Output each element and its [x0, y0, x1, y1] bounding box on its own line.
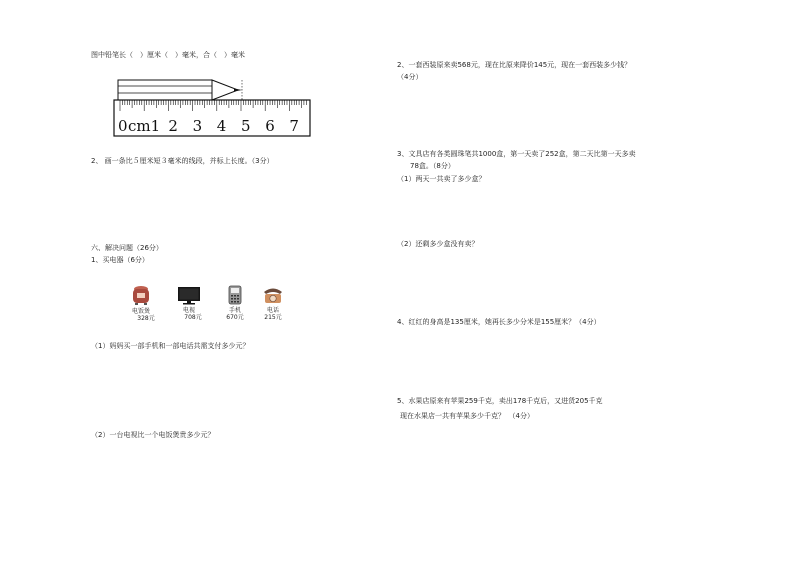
appliance-phone [222, 285, 248, 321]
draw-line-question: 2、 画一条比５厘米短３毫米的线段，并标上长度。（3分） [91, 157, 274, 165]
appliance-price: 670元 [226, 314, 244, 322]
appliance-sub-question-1: （1）妈妈买一部手机和一部电话共需支付多少元？ [91, 342, 250, 350]
apple-question-line-2: 现在水果店一共有苹果多少千克？ （4分） [400, 412, 534, 420]
pen-sub-question-1: （1）两天一共卖了多少盒？ [397, 175, 486, 183]
section-title: 六、解决问题（26分） [91, 244, 163, 252]
phone-icon [228, 285, 242, 305]
appliance-price: 215元 [264, 314, 282, 322]
appliance-name: 电话 [266, 307, 279, 314]
appliance-rice-cooker [126, 284, 156, 322]
pen-question-line-2: 78盒。（8分） [410, 162, 455, 170]
ruler-number-label: 4 [216, 117, 227, 135]
telephone-icon [261, 285, 285, 305]
pencil-icon [118, 80, 242, 100]
tv-icon [177, 285, 201, 305]
appliance-name: 电饭煲 [131, 308, 150, 315]
appliance-name: 电视 [182, 307, 195, 314]
ruler-number-label: 0 [118, 117, 128, 135]
ruler-number-label: 7 [289, 117, 299, 135]
rice-cooker-icon [131, 284, 151, 306]
appliance-question-title: 1、买电器（6分） [91, 256, 149, 264]
suit-question-line-1: 2、一套西装原来卖568元，现在比原来降价145元，现在一套西装多少钱？ [397, 61, 632, 69]
ruler-number-label: 3 [192, 117, 203, 135]
appliance-sub-question-2: （2）一台电视比一个电饭煲贵多少元？ [91, 431, 215, 439]
appliance-tv [174, 285, 204, 321]
pencil-ruler-drawing [112, 78, 312, 140]
ruler-number-label: 5 [241, 117, 251, 135]
appliance-telephone [258, 285, 288, 321]
ruler-number-label: 6 [265, 117, 275, 135]
ruler-number-label: 2 [168, 117, 178, 135]
appliance-name: 手机 [228, 307, 241, 314]
pen-sub-question-2: （2）还剩多少盒没有卖？ [397, 240, 479, 248]
pen-question-line-1: 3、文具店有各类圆珠笔共1000盒，第一天卖了252盒，第二天比第一天多卖 [397, 150, 636, 158]
apple-question-line-1: 5、水果店原来有苹果259千克，卖出178千克后，又进货205千克 [397, 397, 603, 405]
appliance-price: 708元 [184, 314, 202, 322]
ruler-number-label: cm1 [128, 117, 161, 135]
pencil-ruler-figure [112, 78, 312, 140]
pencil-length-question: 图中铅笔长（ ）厘米（ ）毫米，合（ ）毫米 [91, 51, 245, 59]
appliance-price: 328元 [137, 315, 155, 323]
height-question: 4、红红的身高是135厘米，她再长多少分米是155厘米？（4分） [397, 318, 601, 326]
suit-question-line-2: （4分） [397, 73, 423, 81]
